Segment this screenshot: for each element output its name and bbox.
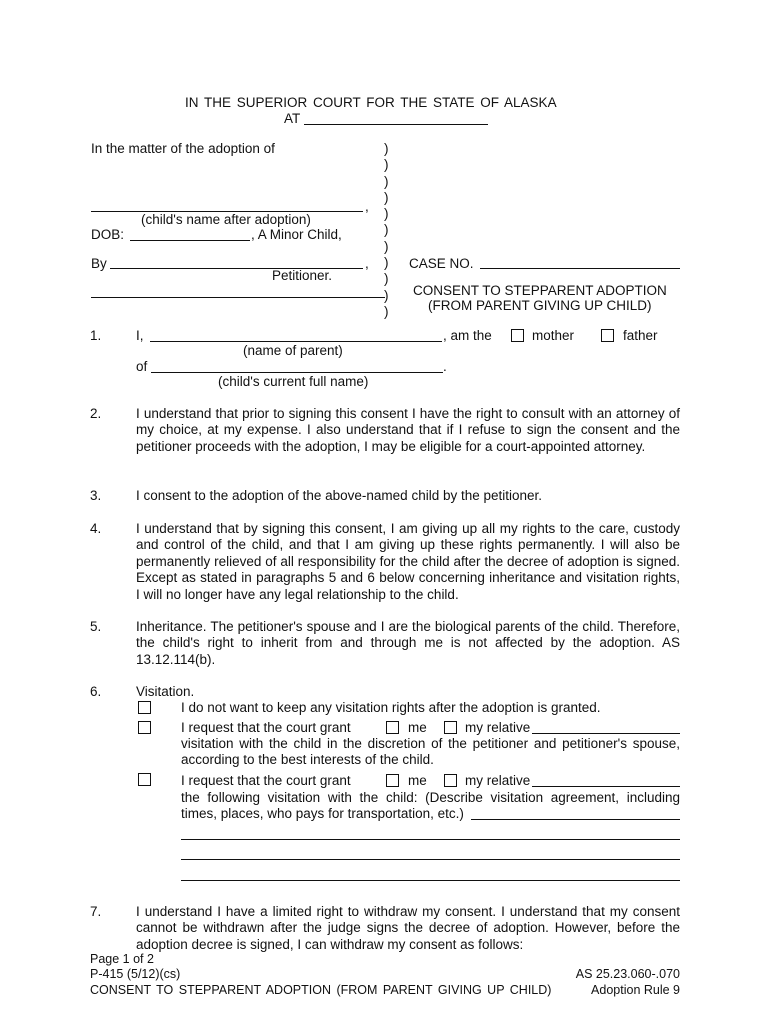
visitation-option3-lead: I request that the court grant <box>181 773 351 788</box>
childs-current-name-caption: (child's current full name) <box>218 374 369 389</box>
i-label: I, <box>136 328 144 343</box>
location-field[interactable] <box>304 124 488 125</box>
option2-relative-checkbox[interactable] <box>444 721 457 734</box>
caption-bottom-line <box>91 297 385 298</box>
form-number: P-415 (5/12)(cs) <box>90 967 181 981</box>
para7-number: 7. <box>90 904 102 919</box>
comma-2: , <box>365 256 369 271</box>
visitation-description-line2[interactable] <box>181 839 680 840</box>
para5-text: Inheritance. The petitioner's spouse and I are the biological parents of the child. Therefore, the child's right to inherit from and through me is not affected by the adoption. AS 13.12.114(b). <box>136 619 680 667</box>
mother-checkbox[interactable] <box>511 329 524 342</box>
visitation-description-line4[interactable] <box>181 880 680 881</box>
parent-name-field[interactable] <box>150 341 442 342</box>
dob-label: DOB: <box>91 227 125 242</box>
matter-label: In the matter of the adoption of <box>91 141 275 156</box>
visitation-option1-checkbox[interactable] <box>138 701 151 714</box>
option3-relative-label: my relative <box>465 773 531 788</box>
petitioner-label: Petitioner. <box>272 268 333 283</box>
visitation-option1-text: I do not want to keep any visitation rights after the adoption is granted. <box>181 700 601 715</box>
option2-relative-field[interactable] <box>532 733 680 734</box>
para2-text: I understand that prior to signing this consent I have the right to consult with an attorney of my choice, at my expense. I also understand that if I refuse to sign the consent and the petitioner proceeds with the adoption, I may be eligible for a court-appointed attorney. <box>136 406 680 454</box>
option2-me-checkbox[interactable] <box>386 721 399 734</box>
para5-number: 5. <box>90 619 102 634</box>
dob-field[interactable] <box>130 240 250 241</box>
by-label: By <box>91 256 107 271</box>
para4-number: 4. <box>90 521 102 536</box>
page-number: Page 1 of 2 <box>90 952 154 966</box>
visitation-option2-lead: I request that the court grant <box>181 720 351 735</box>
case-no-label: CASE NO. <box>409 256 474 271</box>
form-title-line1: CONSENT TO STEPPARENT ADOPTION <box>413 283 667 298</box>
para1-number: 1. <box>90 328 102 343</box>
para3-text: I consent to the adoption of the above-named child by the petitioner. <box>136 488 543 503</box>
am-the-label: , am the <box>443 328 492 343</box>
visitation-description-line1[interactable] <box>471 819 680 820</box>
mother-label: mother <box>532 328 575 343</box>
at-label: AT <box>284 111 301 126</box>
footer-form-title: CONSENT TO STEPPARENT ADOPTION (FROM PARENT GIVING UP CHILD) <box>90 983 552 997</box>
statute-reference: AS 25.23.060-.070 <box>575 967 680 981</box>
visitation-description-line3[interactable] <box>181 859 680 860</box>
para6-number: 6. <box>90 684 102 699</box>
period: . <box>443 359 447 374</box>
caption-divider: ) ) ) ) ) ) ) ) ) ) ) <box>384 141 389 319</box>
comma-1: , <box>365 199 369 214</box>
visitation-option3-text-a: the following visitation with the child: (Describe visitation agreement, including <box>181 790 680 805</box>
option3-relative-checkbox[interactable] <box>444 774 457 787</box>
childs-name-caption: (child's name after adoption) <box>141 212 311 227</box>
para7-text: I understand I have a limited right to withdraw my consent. I understand that my consent cannot be withdrawn after the judge signs the decree of adoption. However, before the adoption decree is signed, I can withdraw my consent as follows: <box>136 904 680 952</box>
para3-number: 3. <box>90 488 102 503</box>
name-of-parent-caption: (name of parent) <box>243 343 343 358</box>
option2-relative-label: my relative <box>465 720 531 735</box>
visitation-option2-checkbox[interactable] <box>138 721 151 734</box>
visitation-option3-checkbox[interactable] <box>138 773 151 786</box>
minor-child-label: , A Minor Child, <box>251 227 342 242</box>
visitation-option3-text-b: times, places, who pays for transportation, etc.) <box>181 806 464 821</box>
option2-me-label: me <box>408 720 427 735</box>
child-current-name-field[interactable] <box>151 372 443 373</box>
option3-me-label: me <box>408 773 427 788</box>
visitation-heading: Visitation. <box>136 684 195 699</box>
court-heading: IN THE SUPERIOR COURT FOR THE STATE OF ALASKA <box>185 95 557 110</box>
option3-relative-field[interactable] <box>532 786 680 787</box>
para2-number: 2. <box>90 406 102 421</box>
form-title-line2: (FROM PARENT GIVING UP CHILD) <box>428 298 652 313</box>
para4-text: I understand that by signing this consent, I am giving up all my rights to the care, custody and control of the child, and that I am giving up these rights permanently. I will also be permanently relieved of all responsibility for the child after the decree of adoption is signed. Except as stated in paragraphs 5 and 6 below concerning inheritance and visitation rights, I will no longer have any legal relationship to the child. <box>136 521 680 602</box>
option3-me-checkbox[interactable] <box>386 774 399 787</box>
visitation-option2-text: visitation with the child in the discretion of the petitioner and petitioner's spouse, according to the best interests of the child. <box>181 736 680 768</box>
father-checkbox[interactable] <box>601 329 614 342</box>
case-no-field[interactable] <box>480 268 680 269</box>
father-label: father <box>623 328 658 343</box>
adoption-rule: Adoption Rule 9 <box>591 983 680 997</box>
of-label: of <box>136 359 148 374</box>
